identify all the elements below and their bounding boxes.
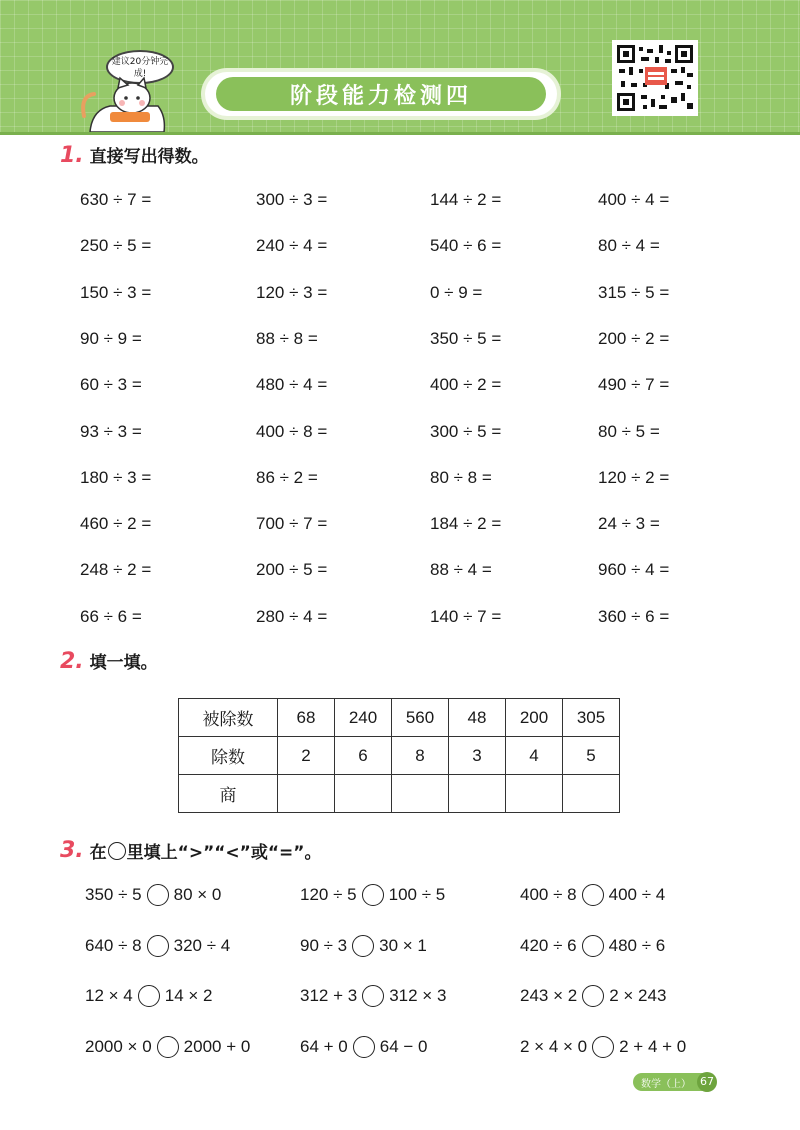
comparison-item xyxy=(520,884,665,906)
table-row-quotient xyxy=(179,775,620,813)
calc-item: 460 ÷ 2 = xyxy=(80,514,152,534)
calc-item: 80 ÷ 8 = xyxy=(430,467,492,487)
divisor-cell: 6 xyxy=(335,737,392,775)
calc-item: 150 ÷ 3 = xyxy=(80,282,152,302)
calc-item: 88 ÷ 4 = xyxy=(430,560,492,580)
right-expression: 320 ÷ 4 xyxy=(173,936,231,955)
calc-item: 200 ÷ 5 = xyxy=(256,560,328,580)
comparison-item xyxy=(300,985,446,1007)
bubble-text: 建议20分钟完成! xyxy=(111,57,169,79)
quotient-answer-cell[interactable] xyxy=(392,775,449,813)
answer-circle[interactable] xyxy=(147,935,169,957)
calc-item: 144 ÷ 2 = xyxy=(430,190,502,209)
calc-item: 86 ÷ 2 = xyxy=(256,467,318,487)
calc-item: 350 ÷ 5 = xyxy=(430,328,502,348)
dividend-cell: 240 xyxy=(335,699,392,737)
dividend-cell: 560 xyxy=(392,699,449,737)
calc-item: 60 ÷ 3 = xyxy=(80,375,142,395)
section-1-number: 1. xyxy=(60,143,84,168)
answer-circle[interactable] xyxy=(362,985,384,1007)
left-expression: 350 ÷ 5 xyxy=(85,885,142,904)
calc-item: 480 ÷ 4 = xyxy=(256,375,328,395)
book-badge-text: 数学（上） xyxy=(641,1078,691,1090)
calc-item: 80 ÷ 5 = xyxy=(598,421,660,441)
section-2-text: 填一填。 xyxy=(89,653,158,673)
title-pill xyxy=(205,72,557,116)
comparison-item xyxy=(85,884,221,906)
division-table xyxy=(178,698,620,813)
divisor-cell: 3 xyxy=(449,737,506,775)
divisor-cell: 5 xyxy=(563,737,620,775)
section-3-title xyxy=(60,838,321,863)
calc-item: 120 ÷ 3 = xyxy=(256,282,328,302)
calc-item: 0 ÷ 9 = xyxy=(430,282,483,302)
left-expression: 12 × 4 xyxy=(85,986,133,1005)
header-divisor: 除数 xyxy=(179,737,278,775)
calc-item: 248 ÷ 2 = xyxy=(80,560,152,580)
calc-item: 960 ÷ 4 = xyxy=(598,560,670,580)
left-expression: 243 × 2 xyxy=(520,986,578,1005)
calc-item: 400 ÷ 8 = xyxy=(256,421,328,441)
calc-item: 24 ÷ 3 = xyxy=(598,514,660,534)
quotient-answer-cell[interactable] xyxy=(506,775,563,813)
quotient-answer-cell[interactable] xyxy=(563,775,620,813)
calc-item: 200 ÷ 2 = xyxy=(598,328,670,348)
answer-circle[interactable] xyxy=(582,935,604,957)
right-expression: 30 × 1 xyxy=(379,936,427,955)
section-2-title xyxy=(60,648,158,674)
right-expression: 64 − 0 xyxy=(379,1037,428,1056)
calc-item: 250 ÷ 5 = xyxy=(80,236,152,256)
answer-circle[interactable] xyxy=(353,1036,375,1058)
section-2-number: 2. xyxy=(60,649,84,674)
comparison-item xyxy=(85,1036,250,1058)
calc-item: 88 ÷ 8 = xyxy=(256,328,318,348)
cat-mascot-icon xyxy=(80,76,170,132)
right-expression: 14 × 2 xyxy=(164,986,213,1005)
left-expression: 640 ÷ 8 xyxy=(85,936,142,955)
calc-item: 93 ÷ 3 = xyxy=(80,421,142,441)
calc-item: 540 ÷ 6 = xyxy=(430,236,502,256)
left-expression: 64 + 0 xyxy=(300,1037,348,1056)
table-row-divisor xyxy=(179,737,620,775)
left-expression: 120 ÷ 5 xyxy=(300,885,357,904)
calc-item: 400 ÷ 2 = xyxy=(430,375,502,395)
calc-item: 630 ÷ 7 = xyxy=(80,190,152,209)
section-1-title xyxy=(60,142,209,168)
left-expression: 400 ÷ 8 xyxy=(520,885,577,904)
right-expression: 2 + 4 + 0 xyxy=(619,1037,687,1056)
calc-item: 80 ÷ 4 = xyxy=(598,236,660,256)
calc-item: 300 ÷ 3 = xyxy=(256,190,328,209)
quotient-answer-cell[interactable] xyxy=(278,775,335,813)
comparison-item xyxy=(300,1036,428,1058)
answer-circle[interactable] xyxy=(592,1036,614,1058)
comparison-item xyxy=(520,1036,686,1058)
qr-code-icon xyxy=(615,43,695,113)
section-3-text-post: 里填上“>”“<”或“=”。 xyxy=(126,843,322,863)
calc-item: 490 ÷ 7 = xyxy=(598,375,670,395)
right-expression: 100 ÷ 5 xyxy=(388,885,446,904)
calc-item: 120 ÷ 2 = xyxy=(598,467,670,487)
comparison-item xyxy=(85,985,213,1007)
dividend-cell: 48 xyxy=(449,699,506,737)
comparison-item xyxy=(85,935,230,957)
answer-circle[interactable] xyxy=(582,884,604,906)
calc-item: 90 ÷ 9 = xyxy=(80,328,142,348)
calc-item: 280 ÷ 4 = xyxy=(256,606,328,626)
divisor-cell: 2 xyxy=(278,737,335,775)
table-row-dividend xyxy=(179,699,620,737)
comparison-item xyxy=(300,884,445,906)
right-expression: 480 ÷ 6 xyxy=(608,936,666,955)
left-expression: 90 ÷ 3 xyxy=(300,936,348,955)
calc-item: 180 ÷ 3 = xyxy=(80,467,152,487)
section-3-number: 3. xyxy=(60,838,84,863)
calc-item: 184 ÷ 2 = xyxy=(430,514,502,534)
right-expression: 80 × 0 xyxy=(173,885,222,904)
calc-item: 300 ÷ 5 = xyxy=(430,421,502,441)
qr-code[interactable] xyxy=(612,40,698,116)
calc-item: 66 ÷ 6 = xyxy=(80,606,142,626)
answer-circle[interactable] xyxy=(147,884,169,906)
header-band xyxy=(0,0,800,135)
calc-item: 140 ÷ 7 = xyxy=(430,606,502,626)
header-quotient: 商 xyxy=(179,775,278,813)
calc-item: 315 ÷ 5 = xyxy=(598,282,670,302)
page-title: 阶段能力检测四 xyxy=(216,77,546,111)
calc-item: 360 ÷ 6 = xyxy=(598,606,670,626)
divisor-cell: 8 xyxy=(392,737,449,775)
calc-item: 400 ÷ 4 = xyxy=(598,190,670,209)
calc-item: 240 ÷ 4 = xyxy=(256,236,328,256)
left-expression: 420 ÷ 6 xyxy=(520,936,577,955)
page-number: 67 xyxy=(697,1072,717,1092)
header-dividend: 被除数 xyxy=(179,699,278,737)
quotient-answer-cell[interactable] xyxy=(335,775,392,813)
circle-icon xyxy=(108,842,126,860)
right-expression: 312 × 3 xyxy=(389,986,447,1005)
section-1-text: 直接写出得数。 xyxy=(89,147,209,167)
comparison-item xyxy=(520,985,666,1007)
dividend-cell: 200 xyxy=(506,699,563,737)
dividend-cell: 68 xyxy=(278,699,335,737)
quotient-answer-cell[interactable] xyxy=(449,775,506,813)
right-expression: 2000 + 0 xyxy=(183,1037,251,1056)
comparison-item xyxy=(520,935,665,957)
answer-circle[interactable] xyxy=(138,985,160,1007)
answer-circle[interactable] xyxy=(157,1036,179,1058)
right-expression: 2 × 243 xyxy=(609,986,667,1005)
answer-circle[interactable] xyxy=(352,935,374,957)
answer-circle[interactable] xyxy=(582,985,604,1007)
answer-circle[interactable] xyxy=(362,884,384,906)
calc-item: 700 ÷ 7 = xyxy=(256,514,328,534)
section-3-text-pre: 在 xyxy=(89,843,107,863)
divisor-cell: 4 xyxy=(506,737,563,775)
comparison-item xyxy=(300,935,427,957)
right-expression: 400 ÷ 4 xyxy=(608,885,666,904)
dividend-cell: 305 xyxy=(563,699,620,737)
left-expression: 2 × 4 × 0 xyxy=(520,1037,588,1056)
left-expression: 2000 × 0 xyxy=(85,1037,152,1056)
left-expression: 312 + 3 xyxy=(300,986,358,1005)
